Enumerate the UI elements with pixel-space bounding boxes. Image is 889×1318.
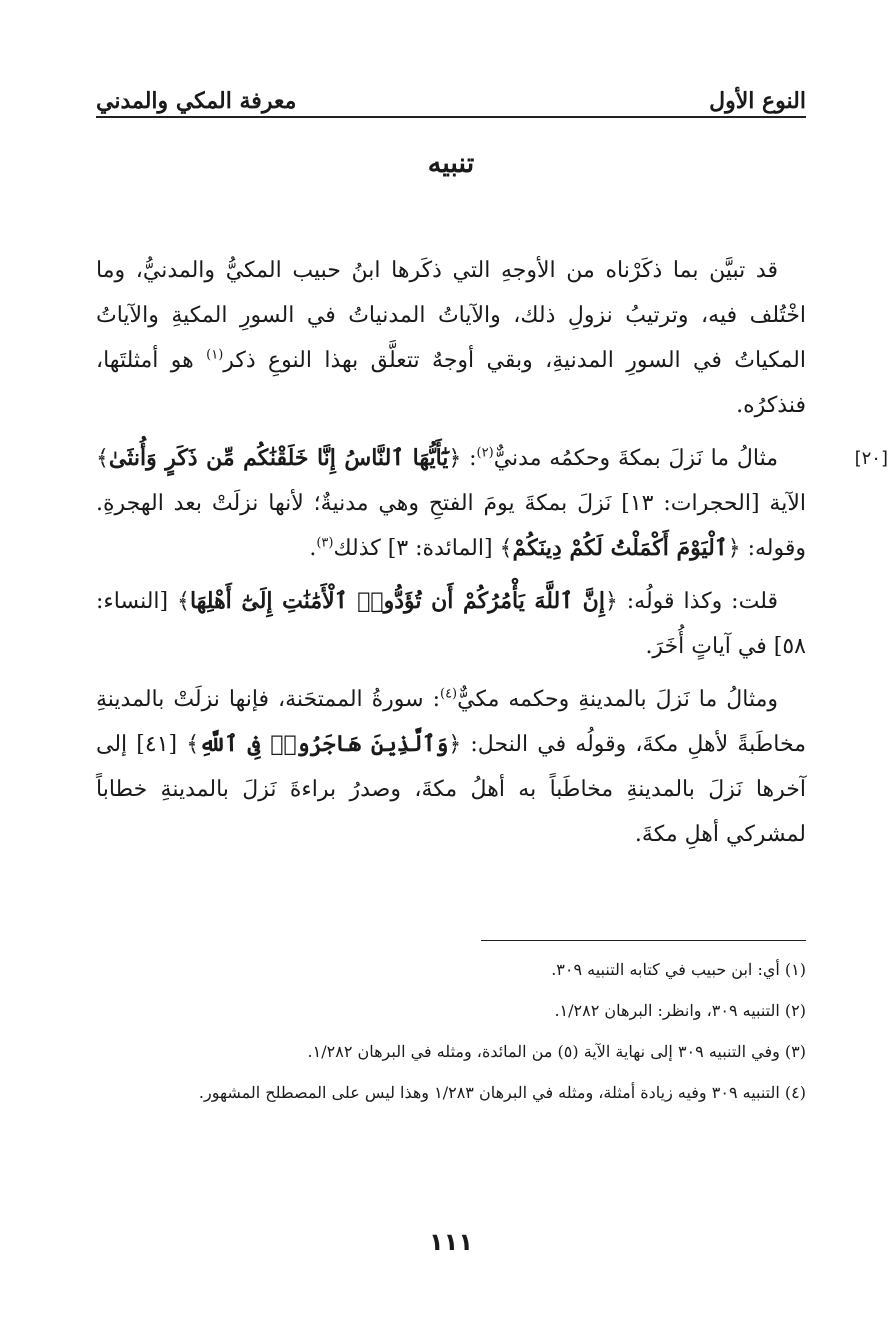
- page-number: ١١١: [429, 1228, 473, 1256]
- footnote-rule: [481, 940, 806, 941]
- paragraph-2-text-b: : ﴿: [448, 446, 477, 471]
- header-rule: [96, 116, 806, 118]
- paragraph-2-text-c: ﴾ الآية [الحجرات: ١٣] نَزلَ بمكةَ يومَ الفتحِ وهي مدنيةٌ؛ لأنها نزلَتْ بعد الهجرةِ. وقوله: ﴿: [96, 446, 806, 561]
- quran-verse-maidah: ٱلْيَوْمَ أَكْمَلْتُ لَكُمْ دِينَكُمْ: [512, 535, 728, 561]
- footnote-ref-3: (٣): [316, 535, 334, 551]
- book-page: [96, 60, 888, 1300]
- footnotes: [96, 953, 806, 1117]
- paragraph-3-text-b: ﴾ [النساء: ٥٨] في آياتٍ أُخَرَ.: [96, 589, 806, 659]
- paragraph-4-text-a: ومثالُ ما نَزلَ بالمدينةِ وحكمه مكيٌّ: [457, 687, 778, 712]
- quran-verse-nisa: إِنَّ ٱللَّهَ يَأْمُرُكُمْ أَن تُؤَدُّوا۟ ٱلْأَمَٰنَٰتِ إِلَىٰٓ أَهْلِهَا: [189, 588, 605, 614]
- footnote-ref-1: (١): [206, 347, 224, 363]
- header-topic-label: معرفة المكي والمدني: [96, 88, 297, 114]
- paragraph-4: [96, 677, 806, 857]
- margin-marker: [٢٠]: [854, 448, 888, 469]
- paragraph-3: [96, 579, 806, 669]
- footnote-4: (٤) التنبيه ٣٠٩ وفيه زيادة أمثلة، ومثله في البرهان ١/٢٨٣ وهذا ليس على المصطلح المشهور.: [198, 1083, 806, 1102]
- section-title: تنبيه: [427, 148, 475, 179]
- paragraph-1-tail: هو أمثلتَها، فنذكرُه.: [96, 348, 806, 418]
- paragraph-2-text-e: .: [309, 536, 317, 561]
- header-chapter-label: النوع الأول: [709, 88, 806, 114]
- footnote-3: (٣) وفي التنبيه ٣٠٩ إلى نهاية الآية (٥) من المائدة، ومثله في البرهان ١/٢٨٢.: [307, 1042, 806, 1061]
- paragraph-2-text-d: ﴾ [المائدة: ٣] كذلك: [333, 536, 513, 561]
- footnote-ref-4: (٤): [439, 686, 458, 702]
- paragraph-3-text-a: قلت: وكذا قولُه: ﴿: [604, 589, 778, 614]
- quran-verse-hujurat: يَٰٓأَيُّهَا ٱلنَّاسُ إِنَّا خَلَقْنَٰكُم مِّن ذَكَرٍ وَأُنثَىٰ: [108, 445, 449, 471]
- footnote-ref-2: (٢): [476, 445, 494, 461]
- main-text: [96, 248, 888, 865]
- quran-verse-nahl: وَٱلَّذِينَ هَاجَرُوا۟ فِى ٱللَّهِ: [199, 731, 449, 757]
- paragraph-1: [96, 248, 806, 428]
- paragraph-4-text-c: ﴾ [٤١] إلى آخرها نَزلَ بالمدينةِ مخاطَباً به أهلُ مكةَ، وصدرُ براءةَ نَزلَ بالمدينةِ خطاباً لمشركي أهلِ مكةَ.: [96, 732, 806, 847]
- footnote-2: (٢) التنبيه ٣٠٩، وانظر: البرهان ١/٢٨٢.: [554, 1001, 806, 1020]
- running-header: [96, 74, 806, 114]
- footnote-1: (١) أي: ابن حبيب في كتابه التنبيه ٣٠٩.: [551, 960, 806, 979]
- paragraph-4-text-b: : سورةُ الممتحَنة، فإنها نزلَتْ بالمدينةِ مخاطَبةً لأهلِ مكةَ، وقولُه في النحل: ﴿: [96, 687, 806, 757]
- paragraph-1-text: قد تبيَّن بما ذكَرْناه من الأوجهِ التي ذكَرها ابنُ حبيب المكيُّ والمدنيُّ، وما اخْتُلف فيه، وترتيبُ نزولِ ذلك، والآياتُ المدنياتُ في السورِ المكيةِ والآياتُ المكياتُ في السورِ المدنيةِ، وبقي أوجهٌ تتعلَّق بهذا النوعِ ذكر: [96, 258, 806, 373]
- paragraph-2: [96, 436, 888, 571]
- paragraph-2-text-a: مثالُ ما نَزلَ بمكةَ وحكمُه مدنيٌّ: [493, 446, 778, 471]
